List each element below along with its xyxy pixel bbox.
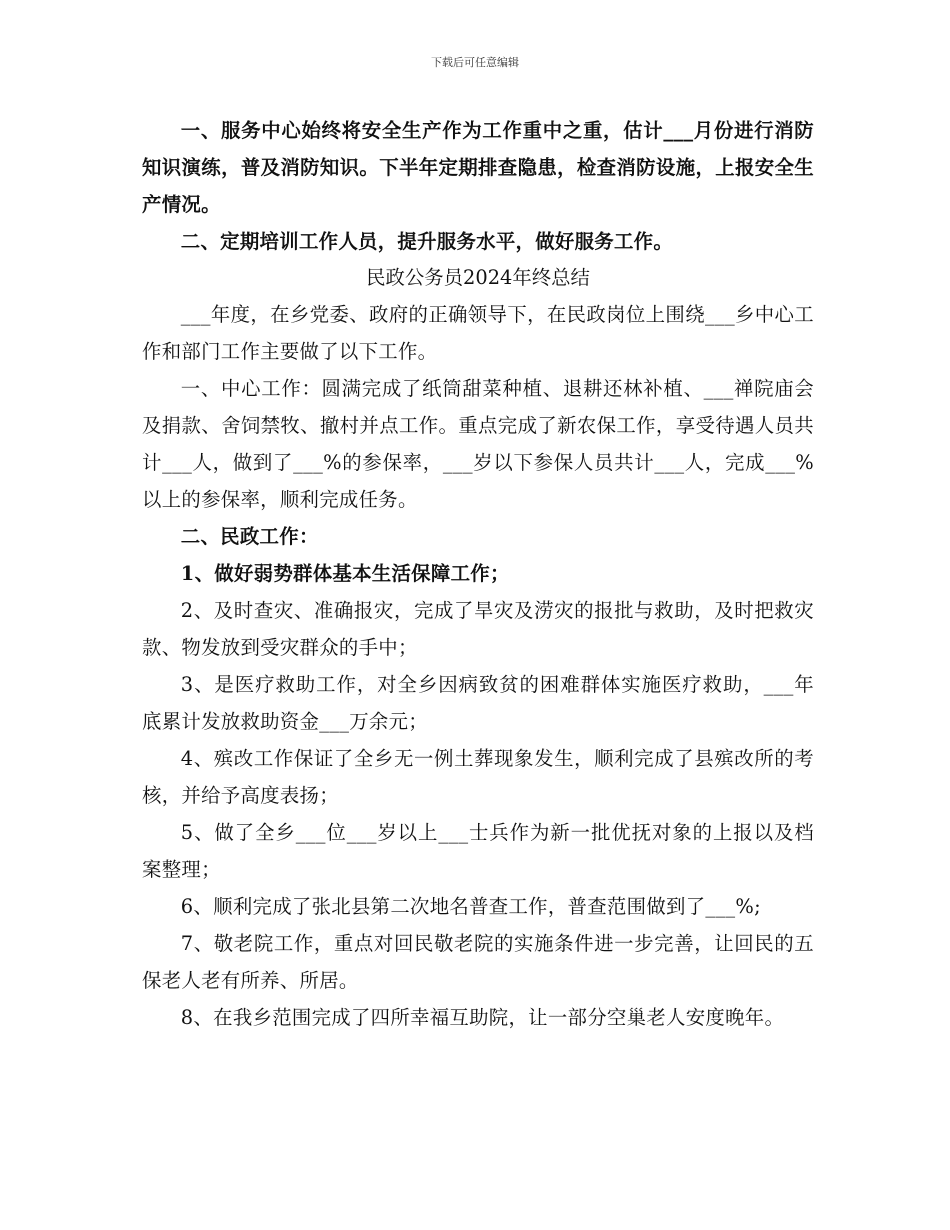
list-item-8: 8、在我乡范围完成了四所幸福互助院，让一部分空巢老人安度晚年。 <box>180 1006 785 1029</box>
list-item-6: 6、顺利完成了张北县第二次地名普查工作，普查范围做到了___%; <box>180 895 761 918</box>
list-item-4: 4、殡改工作保证了全乡无一例土葬现象发生，顺利完成了县殡改所的考核，并给予高度表扬； <box>142 747 814 807</box>
page-header-watermark: 下载后可任意编辑 <box>431 56 519 69</box>
document-title: 民政公务员2024年终总结 <box>366 266 590 289</box>
body-paragraph-center-work: 一、中心工作：圆满完成了纸筒甜菜种植、退耕还林补植、___禅院庙会及捐款、舍饲禁牧、撤村并点工作。重点完成了新农保工作，享受待遇人员共计___人，做到了___%的参保率，___岁以下参保人员共计___人，完成___%以上的参保率，顺利完成任务。 <box>142 377 814 511</box>
intro-paragraph-training: 二、定期培训工作人员，提升服务水平，做好服务工作。 <box>180 230 674 253</box>
body-paragraph-overview: ___年度，在乡党委、政府的正确领导下，在民政岗位上围绕___乡中心工作和部门工作主要做了以下工作。 <box>142 303 814 363</box>
list-item-3: 3、是医疗救助工作，对全乡因病致贫的困难群体实施医疗救助，___年底累计发放救助资金___万余元； <box>142 673 814 733</box>
section-heading-civil-affairs: 二、民政工作： <box>180 525 319 548</box>
list-item-1: 1、做好弱势群体基本生活保障工作； <box>180 562 510 585</box>
list-item-5: 5、做了全乡___位___岁以上___士兵作为新一批优抚对象的上报以及档案整理； <box>142 821 814 881</box>
document-body <box>142 112 814 1036</box>
list-item-7: 7、敬老院工作，重点对回民敬老院的实施条件进一步完善，让回民的五保老人老有所养、所居。 <box>142 932 814 992</box>
intro-paragraph-safety: 一、服务中心始终将安全生产作为工作重中之重，估计___月份进行消防知识演练，普及消防知识。下半年定期排查隐患，检查消防设施，上报安全生产情况。 <box>142 119 814 216</box>
list-item-2: 2、及时查灾、准确报灾，完成了旱灾及涝灾的报批与救助，及时把救灾款、物发放到受灾群众的手中； <box>142 599 814 659</box>
